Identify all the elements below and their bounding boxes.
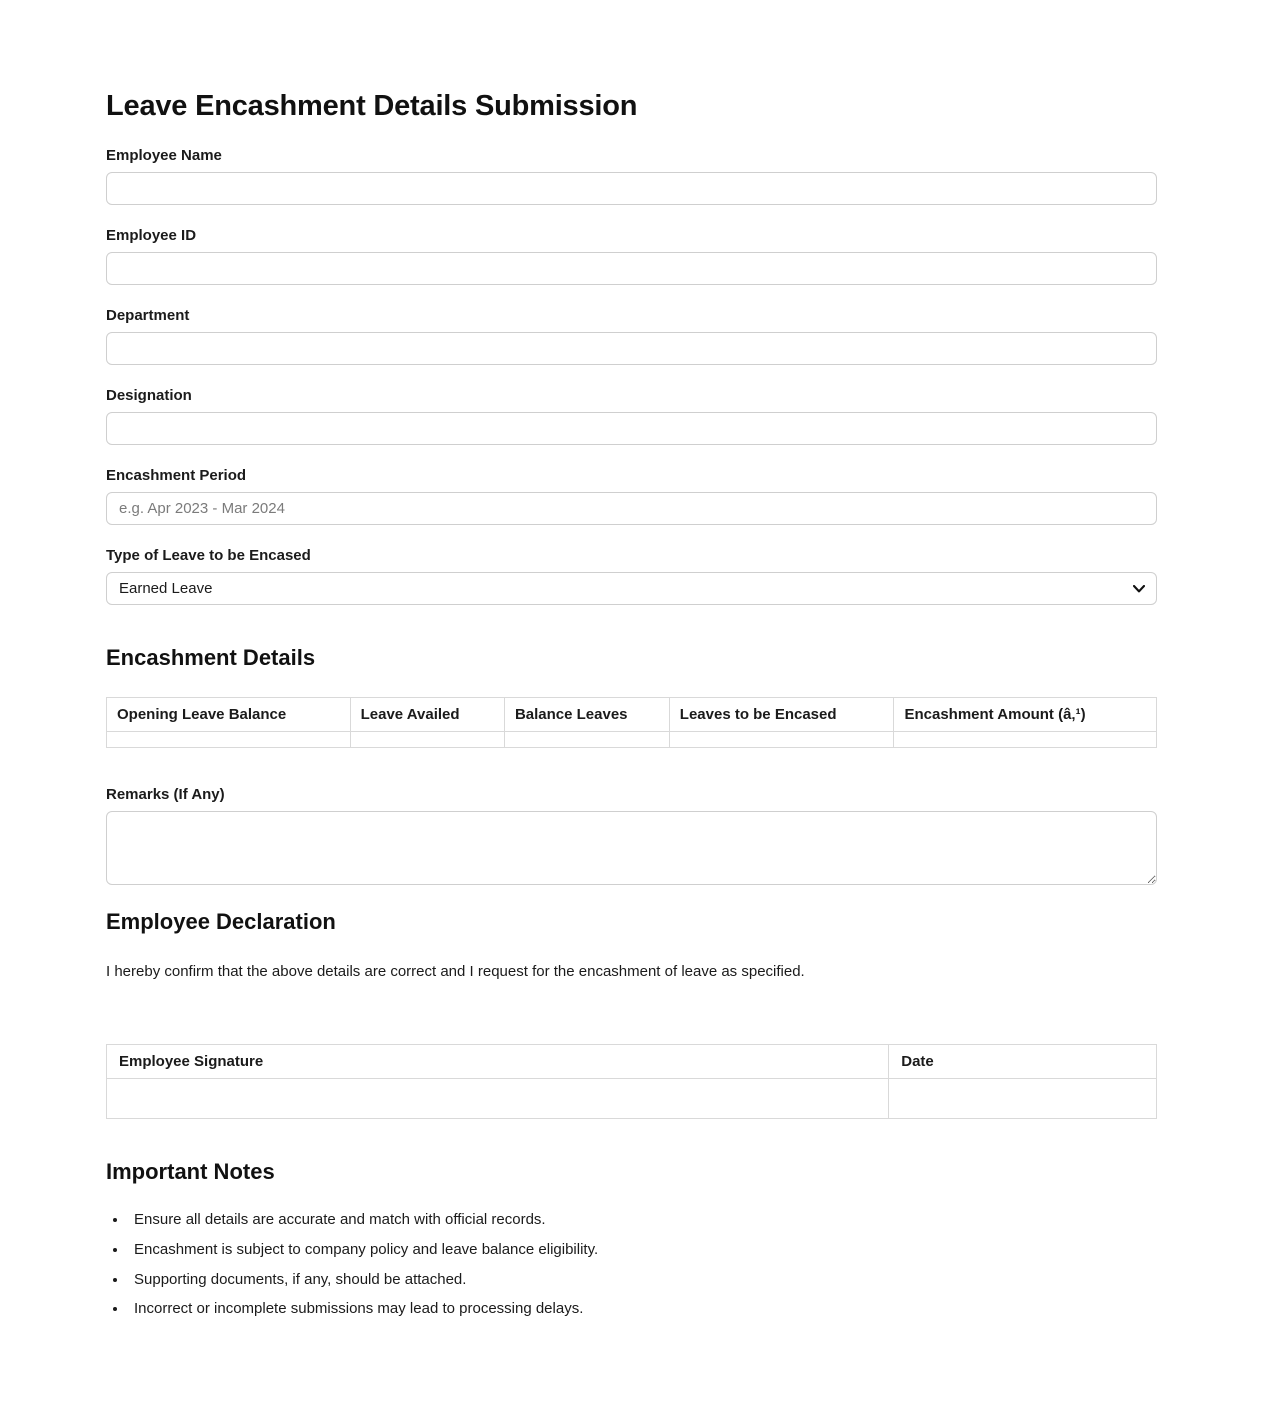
designation-input[interactable] xyxy=(106,412,1157,445)
signature-table-wrap xyxy=(106,1044,1157,1119)
cell-leaves-to-be-encased xyxy=(669,732,894,748)
cell-leave-availed xyxy=(350,732,504,748)
encashment-period-input[interactable] xyxy=(106,492,1157,525)
signature-table xyxy=(106,1044,1157,1119)
employee-id-label: Employee ID xyxy=(106,227,197,244)
encashment-period-field-group xyxy=(106,467,1157,525)
leave-type-field-group xyxy=(106,547,1157,605)
column-header-leaves-to-be-encased: Leaves to be Encased xyxy=(669,698,894,732)
leave-type-select[interactable] xyxy=(106,572,1157,605)
remarks-textarea[interactable] xyxy=(106,811,1157,885)
designation-label: Designation xyxy=(106,387,192,404)
note-item: • Encashment is subject to company policy and leave balance eligibility. xyxy=(128,1241,1157,1260)
page-title: Leave Encashment Details Submission xyxy=(106,90,638,122)
remarks-field-group xyxy=(106,786,1157,885)
column-header-employee-signature: Employee Signature xyxy=(107,1045,889,1079)
important-notes-list xyxy=(128,1211,1157,1319)
encashment-period-label: Encashment Period xyxy=(106,467,247,484)
cell-employee-signature xyxy=(107,1079,889,1119)
column-header-date: Date xyxy=(889,1045,1157,1079)
employee-name-input[interactable] xyxy=(106,172,1157,205)
leave-type-label: Type of Leave to be Encased xyxy=(106,547,311,564)
leave-type-select-wrap xyxy=(106,572,1157,605)
encashment-details-heading: Encashment Details xyxy=(106,645,316,670)
cell-encashment-amount xyxy=(894,732,1157,748)
signature-table-header-row xyxy=(107,1045,1157,1079)
important-notes-heading: Important Notes xyxy=(106,1159,275,1184)
employee-declaration-heading: Employee Declaration xyxy=(106,909,336,934)
employee-name-field-group xyxy=(106,147,1157,205)
cell-opening-leave-balance xyxy=(107,732,351,748)
column-header-leave-availed: Leave Availed xyxy=(350,698,504,732)
note-item: • Supporting documents, if any, should be attached. xyxy=(128,1271,1157,1290)
remarks-label: Remarks (If Any) xyxy=(106,786,225,803)
note-item: • Incorrect or incomplete submissions may lead to processing delays. xyxy=(128,1300,1157,1319)
encashment-table-header-row xyxy=(107,698,1157,732)
employee-id-field-group xyxy=(106,227,1157,285)
cell-date xyxy=(889,1079,1157,1119)
department-input[interactable] xyxy=(106,332,1157,365)
leave-encashment-form xyxy=(106,0,1157,1319)
declaration-text: I hereby confirm that the above details are correct and I request for the encashment of leave as specified. xyxy=(106,963,805,980)
designation-field-group xyxy=(106,387,1157,445)
note-item: • Ensure all details are accurate and match with official records. xyxy=(128,1211,1157,1230)
column-header-encashment-amount: Encashment Amount (â‚¹) xyxy=(894,698,1157,732)
encashment-details-table xyxy=(106,697,1157,748)
column-header-opening-leave-balance: Opening Leave Balance xyxy=(107,698,351,732)
employee-id-input[interactable] xyxy=(106,252,1157,285)
department-field-group xyxy=(106,307,1157,365)
signature-table-row xyxy=(107,1079,1157,1119)
employee-name-label: Employee Name xyxy=(106,147,222,164)
cell-balance-leaves xyxy=(504,732,669,748)
column-header-balance-leaves: Balance Leaves xyxy=(504,698,669,732)
encashment-table-row xyxy=(107,732,1157,748)
department-label: Department xyxy=(106,307,190,324)
